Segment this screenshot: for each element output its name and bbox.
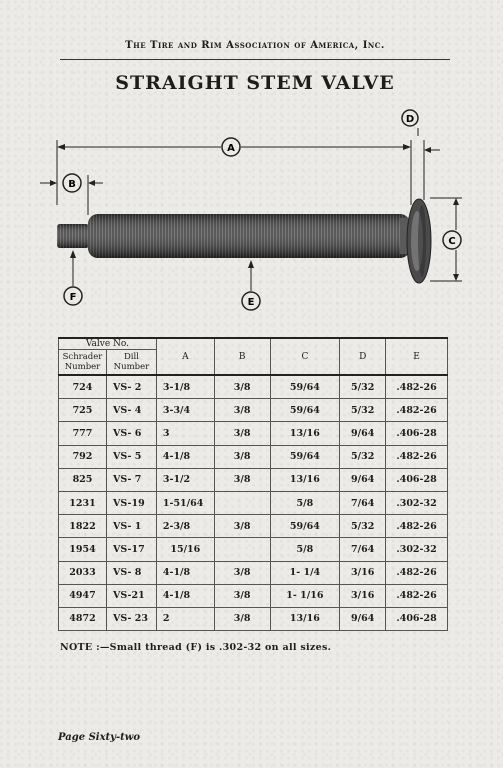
dimension-b-label [63, 174, 81, 192]
col-header-a: A [156, 338, 214, 375]
svg-text:C: C [448, 236, 456, 247]
svg-text:F: F [69, 292, 77, 303]
dimension-f-label [64, 287, 82, 305]
table-row: 725 VS- 4 3-3/4 3/8 59/64 5/32 .482-26 [59, 399, 448, 422]
col-header-d: D [340, 338, 386, 375]
valve-no-group-header: Valve No. [59, 338, 157, 350]
valve-spec-table [58, 337, 448, 631]
dimension-e-label [242, 292, 260, 310]
table-row: 792 VS- 5 4-1/8 3/8 59/64 5/32 .482-26 [59, 445, 448, 468]
svg-text:A: A [227, 143, 235, 154]
table-row: 4872 VS- 23 2 3/8 13/16 9/64 .406-28 [59, 607, 448, 630]
dimension-c-label [443, 231, 461, 249]
table-row: 825 VS- 7 3-1/2 3/8 13/16 9/64 .406-28 [59, 468, 448, 491]
thread-note: NOTE :—Small thread (F) is .302-32 on all sizes. [60, 642, 332, 653]
col-header-e: E [386, 338, 448, 375]
table-body [59, 375, 448, 631]
valve-stem-drawing [57, 199, 431, 283]
table-row: 2033 VS- 8 4-1/8 3/8 1- 1/4 3/16 .482-26 [59, 561, 448, 584]
col-header-schrader: Schrader Number [59, 350, 107, 376]
dimension-a-label [222, 138, 240, 156]
svg-text:E: E [247, 297, 255, 308]
page-title: STRAIGHT STEM VALVE [115, 72, 395, 94]
table-row: 1954 VS-17 15/16 5/8 7/64 .302-32 [59, 538, 448, 561]
table-row: 777 VS- 6 3 3/8 13/16 9/64 .406-28 [59, 422, 448, 445]
publisher-header: The Tire and Rim Association of America, Inc. [125, 40, 385, 51]
table-row: 1231 VS-19 1-51/64 5/8 7/64 .302-32 [59, 491, 448, 514]
table-row: 724 VS- 2 3-1/8 3/8 59/64 5/32 .482-26 [59, 375, 448, 399]
col-header-c: C [270, 338, 340, 375]
table-row: 4947 VS-21 4-1/8 3/8 1- 1/16 3/16 .482-26 [59, 584, 448, 607]
col-header-dill: Dill Number [106, 350, 156, 376]
table-row: 1822 VS- 1 2-3/8 3/8 59/64 5/32 .482-26 [59, 515, 448, 538]
svg-text:B: B [68, 179, 76, 190]
svg-text:D: D [405, 114, 415, 125]
col-header-b: B [214, 338, 270, 375]
valve-diagram [0, 0, 503, 330]
dimension-d-label [402, 110, 418, 126]
page-number: Page Sixty-two [58, 732, 141, 743]
